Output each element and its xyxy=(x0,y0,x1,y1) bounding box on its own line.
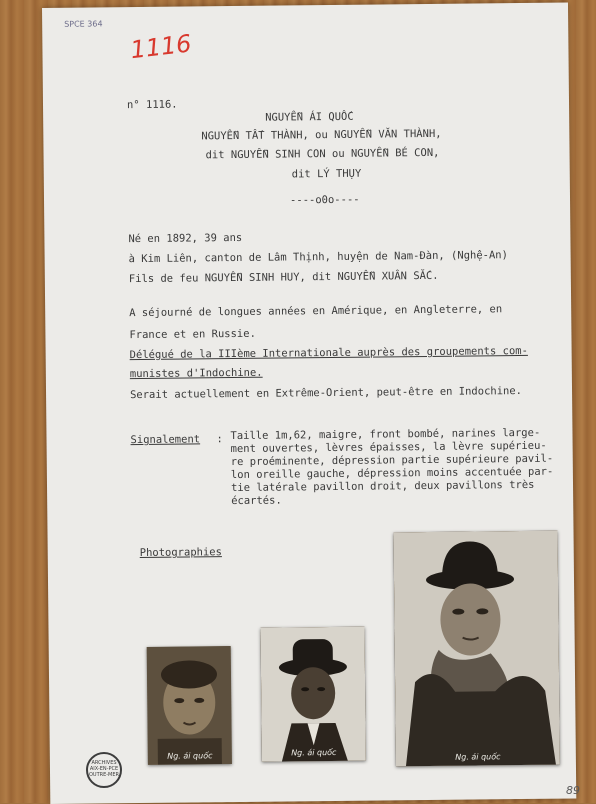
photo-1-caption: Ng. ái quốc xyxy=(167,751,213,761)
red-file-number: 1116 xyxy=(129,29,193,65)
reference-code: SPCE 364 xyxy=(64,19,103,29)
current-location: Serait actuellement en Extrême-Orient, peut-être en Indochine. xyxy=(129,384,523,402)
signalement-line: tie latérale pavillon droit, deux pavillons très xyxy=(230,478,535,495)
signalement-line: Taille 1m,62, maigre, front bombé, narines large- xyxy=(230,426,541,443)
aliases-line-2: dit NGUYỄN SINH CON ou NGUYỄN BÉ CON, xyxy=(205,146,440,162)
photo-3 xyxy=(394,531,560,767)
father-info: Fils de feu NGUYỄN SINH HUY, dit NGUYỄN XUÂN SẮC. xyxy=(128,269,439,286)
name-heading: NGUYỄN ÁI QUỐC xyxy=(265,110,354,124)
signalement-line: lon oreille gauche, dépression moins accentuée par- xyxy=(230,465,554,482)
delegate-line-1: Délégué de la IIIème Internationale auprès des groupements com- xyxy=(129,344,528,362)
aliases-line-1: NGUYỄN TẤT THÀNH, ou NGUYỄN VĂN THÀNH, xyxy=(201,127,442,143)
aliases-line-3: dit LÝ THỤY xyxy=(291,167,362,181)
delegate-line-2: munistes d'Indochine. xyxy=(129,366,263,381)
signalement-line: re proéminente, dépression partie supérieure pavil- xyxy=(230,452,554,469)
portrait-3-image xyxy=(394,531,560,767)
signalement-colon: : xyxy=(216,433,223,446)
birthplace: à Kim Liên, canton de Lâm Thịnh, huyện de Nam-Đàn, (Nghệ-An) xyxy=(128,249,508,266)
photo-3-caption: Ng. ái quốc xyxy=(455,752,501,762)
photo-1 xyxy=(147,646,232,765)
section-divider: ----o0o---- xyxy=(289,193,360,207)
file-number: n° 1116. xyxy=(126,98,178,112)
signalement-line: ment ouvertes, lèvres épaisses, la lèvre supérieu- xyxy=(230,439,547,456)
photographs-label: Photographies xyxy=(139,546,222,560)
archives-stamp: ARCHIVES AIX-EN-PCE OUTRE-MER xyxy=(86,752,122,788)
photo-2-caption: Ng. ái quốc xyxy=(291,747,337,758)
portrait-2-image xyxy=(261,627,366,762)
birth-info: Né en 1892, 39 ans xyxy=(128,231,243,246)
signalement-label: Signalement xyxy=(130,433,201,447)
residence-line-1: A séjourné de longues années en Amérique, en Angleterre, en xyxy=(129,303,503,320)
photo-2 xyxy=(261,627,366,762)
portrait-1-image xyxy=(147,646,232,765)
page-number: 89 xyxy=(566,784,580,797)
residence-line-2: France et en Russie. xyxy=(129,327,256,342)
signalement-line: écartés. xyxy=(231,494,282,508)
document-page xyxy=(42,2,576,803)
